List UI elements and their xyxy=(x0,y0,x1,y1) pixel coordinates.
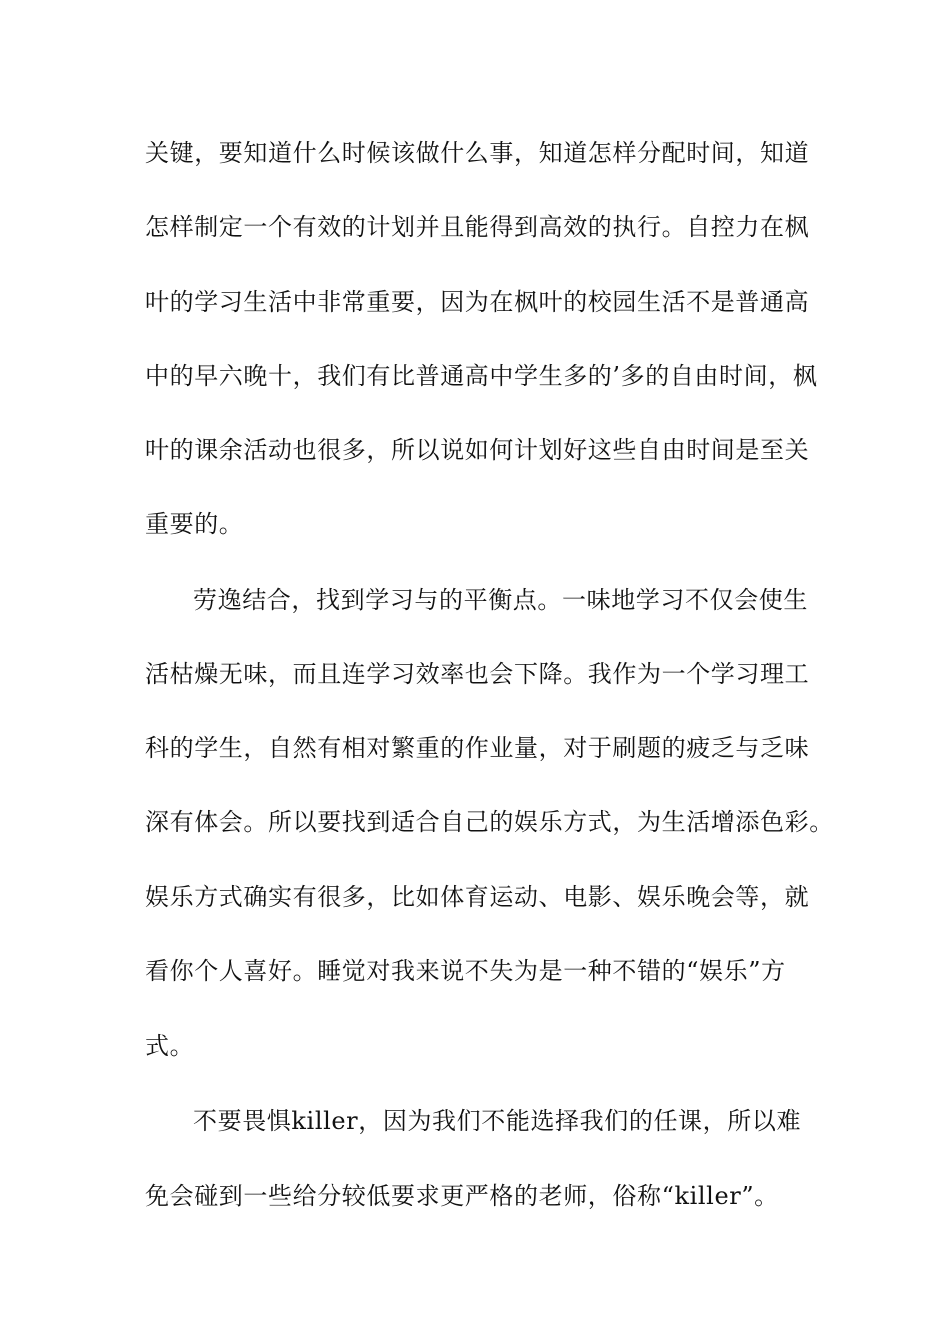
text-line: 免会碰到一些给分较低要求更严格的老师，俗称“killer”。 xyxy=(145,1182,779,1210)
paragraph-first-line: 不要畏惧killer，因为我们不能选择我们的任课，所以难 xyxy=(193,1107,802,1135)
text-line: 叶的课余活动也很多，所以说如何计划好这些自由时间是至关 xyxy=(145,436,810,464)
text-line: 式。 xyxy=(145,1032,195,1060)
text-line: 重要的。 xyxy=(145,510,244,538)
text-line: 怎样制定一个有效的计划并且能得到高效的执行。自控力在枫 xyxy=(145,213,810,241)
text-line: 中的早六晚十，我们有比普通高中学生多的’多的自由时间，枫 xyxy=(145,362,818,390)
text-line: 娱乐方式确实有很多，比如体育运动、电影、娱乐晚会等，就 xyxy=(145,883,810,911)
text-line: 看你个人喜好。睡觉对我来说不失为是一种不错的“娱乐”方 xyxy=(145,957,786,985)
text-line: 叶的学习生活中非常重要，因为在枫叶的校园生活不是普通高 xyxy=(145,288,810,316)
text-line: 活枯燥无味，而且连学习效率也会下降。我作为一个学习理工 xyxy=(145,660,810,688)
text-line: 关键，要知道什么时候该做什么事，知道怎样分配时间，知道 xyxy=(145,139,810,167)
text-line: 科的学生，自然有相对繁重的作业量，对于刷题的疲乏与乏味 xyxy=(145,734,810,762)
paragraph-first-line: 劳逸结合，找到学习与的平衡点。一味地学习不仅会使生 xyxy=(193,586,808,614)
text-line: 深有体会。所以要找到适合自己的娱乐方式，为生活增添色彩。 xyxy=(145,808,834,836)
